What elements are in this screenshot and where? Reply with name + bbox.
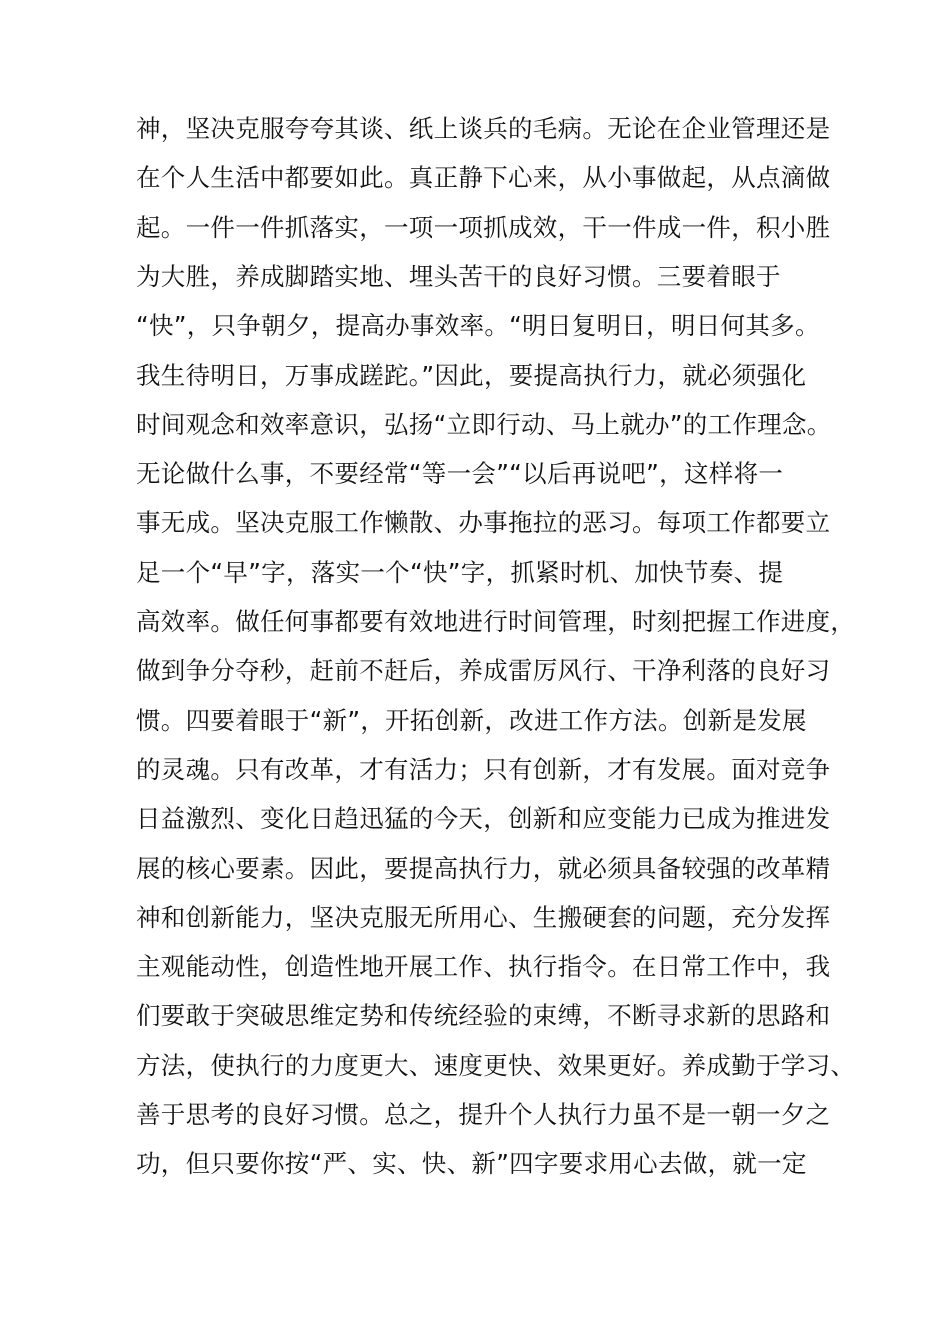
text-line: 为大胜，养成脚踏实地、埋头苦干的良好习惯。三要着眼于 xyxy=(136,262,781,291)
text-line: 起。一件一件抓落实，一项一项抓成效，干一件成一件，积小胜 xyxy=(136,213,831,242)
text-line: 主观能动性，创造性地开展工作、执行指令。在日常工作中，我 xyxy=(136,952,831,981)
text-line: 无论做什么事，不要经常“等一会”“以后再说吧”，这样将一 xyxy=(136,459,784,488)
text-line: 展的核心要素。因此，要提高执行力，就必须具备较强的改革精 xyxy=(136,854,831,883)
text-line: 足一个“早”字，落实一个“快”字，抓紧时机、加快节奏、提 xyxy=(136,558,784,587)
text-line: 做到争分夺秒，赶前不赶后，养成雷厉风行、干净利落的良好习 xyxy=(136,656,831,685)
text-line: 功，但只要你按“严、实、快、新”四字要求用心去做，就一定 xyxy=(136,1149,807,1178)
text-line: 我生待明日，万事成蹉跎。”因此，要提高执行力，就必须强化 xyxy=(136,361,807,390)
text-line: 日益激烈、变化日趋迅猛的今天，创新和应变能力已成为推进发 xyxy=(136,804,831,833)
text-line: 的灵魂。只有改革，才有活力；只有创新，才有发展。面对竞争 xyxy=(136,755,831,784)
text-line: 惯。四要着眼于“新”，开拓创新，改进工作方法。创新是发展 xyxy=(136,706,807,735)
text-line: 神，坚决克服夸夸其谈、纸上谈兵的毛病。无论在企业管理还是 xyxy=(136,114,831,143)
text-line: 高效率。做任何事都要有效地进行时间管理，时刻把握工作进度， xyxy=(136,607,856,636)
text-line: “快”，只争朝夕，提高办事效率。“明日复明日，明日何其多。 xyxy=(136,311,820,340)
text-line: 方法，使执行的力度更大、速度更快、效果更好。养成勤于学习、 xyxy=(136,1051,856,1080)
text-line: 在个人生活中都要如此。真正静下心来，从小事做起，从点滴做 xyxy=(136,163,831,192)
text-line: 们要敢于突破思维定势和传统经验的束缚，不断寻求新的思路和 xyxy=(136,1001,831,1030)
text-line: 事无成。坚决克服工作懒散、办事拖拉的恶习。每项工作都要立 xyxy=(136,508,831,537)
text-line: 时间观念和效率意识，弘扬“立即行动、马上就办”的工作理念。 xyxy=(136,410,832,439)
text-line: 神和创新能力，坚决克服无所用心、生搬硬套的问题，充分发挥 xyxy=(136,903,831,932)
text-line: 善于思考的良好习惯。总之，提升个人执行力虽不是一朝一夕之 xyxy=(136,1100,831,1129)
